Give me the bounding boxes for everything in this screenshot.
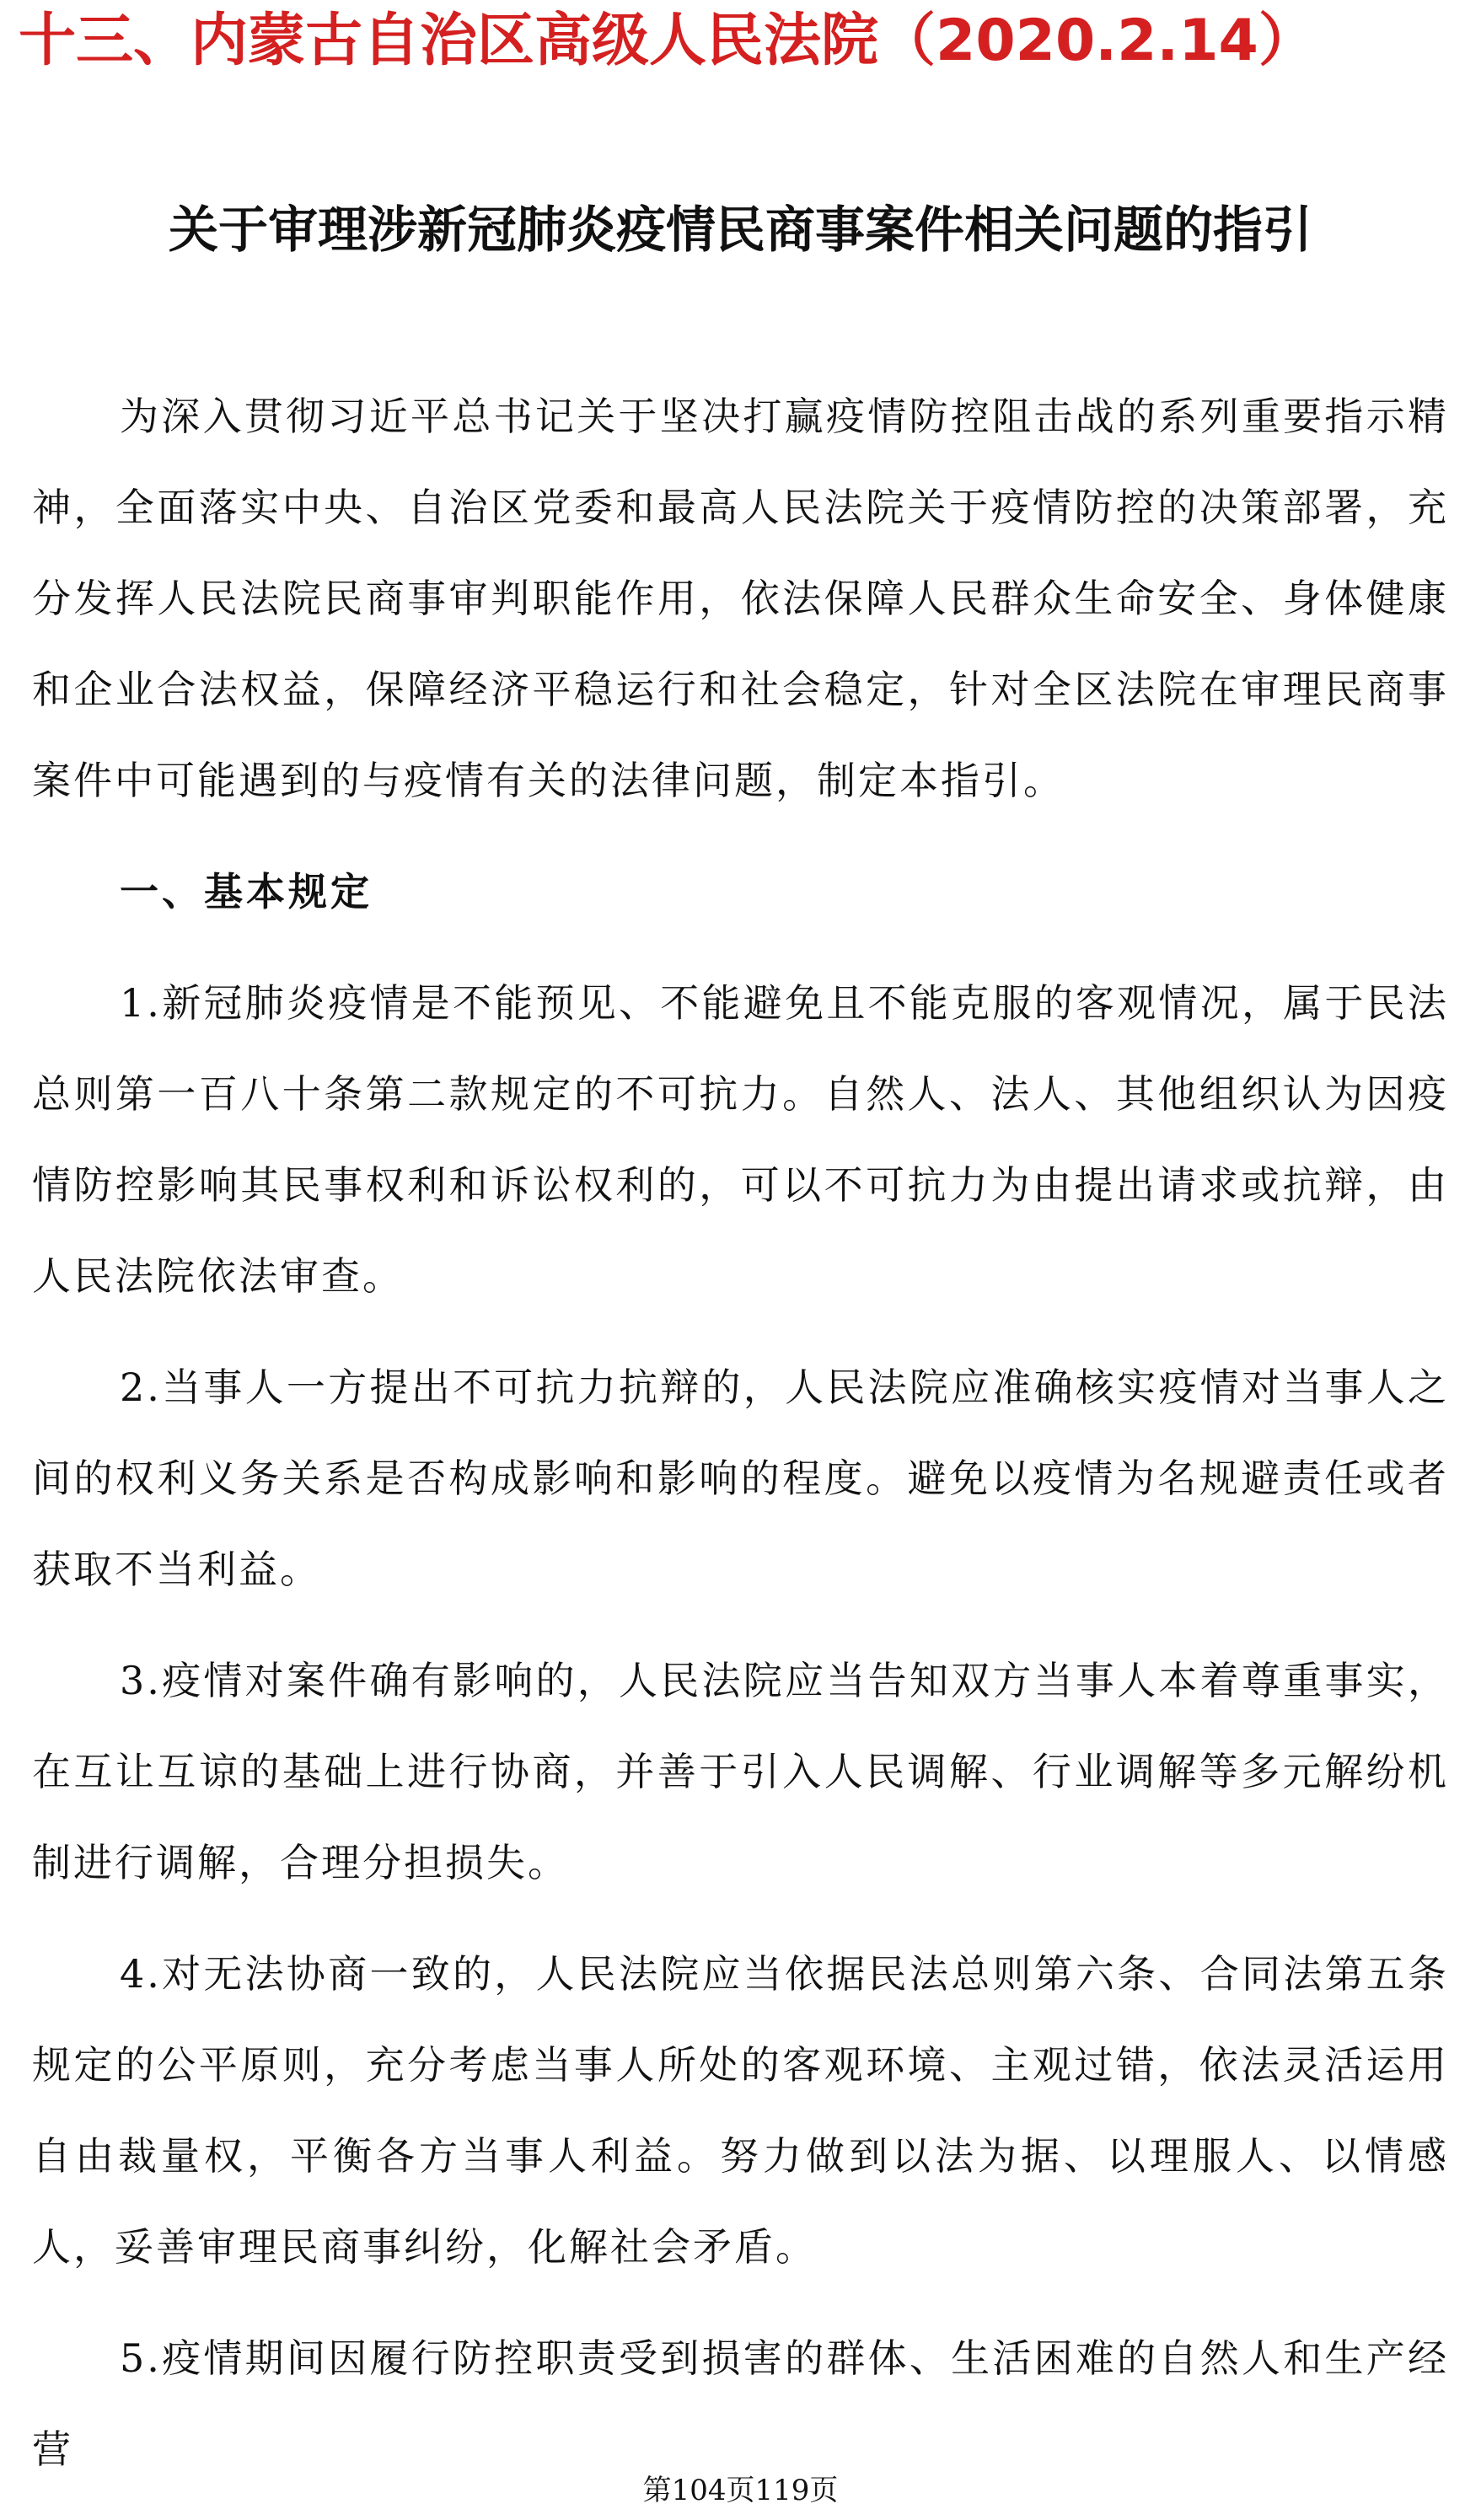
document-title: 关于审理涉新冠肺炎疫情民商事案件相关问题的指引 bbox=[168, 201, 1312, 259]
intro-paragraph: 为深入贯彻习近平总书记关于坚决打赢疫情防控阻击战的系列重要指示精神，全面落实中央、自治区党委和最高人民法院关于疫情防控的决策部署，充分发挥人民法院民商事审判职能作用，依法保障人民群众生命安全、身体健康和企业合法权益，保障经济平稳运行和社会稳定，针对全区法院在审理民商事案件中可能遇到的与疫情有关的法律问题，制定本指引。 bbox=[32, 394, 1449, 803]
clause-paragraph-1: 1.新冠肺炎疫情是不能预见、不能避免且不能克服的客观情况，属于民法总则第一百八十条第二款规定的不可抗力。自然人、法人、其他组织认为因疫情防控影响其民事权利和诉讼权利的，可以不可抗力为由提出请求或抗辩，由人民法院依法审查。 bbox=[32, 980, 1449, 1299]
document-body bbox=[0, 371, 1481, 2515]
page-footer: 第104页119页 bbox=[642, 2474, 839, 2507]
clause-paragraph-2: 2.当事人一方提出不可抗力抗辩的，人民法院应准确核实疫情对当事人之间的权利义务关系是否构成影响和影响的程度。避免以疫情为名规避责任或者获取不当利益。 bbox=[32, 1365, 1449, 1592]
clause-paragraph-3: 3.疫情对案件确有影响的，人民法院应当告知双方当事人本着尊重事实，在互让互谅的基础上进行协商，并善于引入人民调解、行业调解等多元解纷机制进行调解，合理分担损失。 bbox=[32, 1658, 1449, 1885]
clause-paragraph-5: 5.疫情期间因履行防控职责受到损害的群体、生活困难的自然人和生产经营 bbox=[32, 2335, 1449, 2472]
clause-paragraph-4: 4.对无法协商一致的，人民法院应当依据民法总则第六条、合同法第五条规定的公平原则，充分考虑当事人所处的客观环境、主观过错，依法灵活运用自由裁量权，平衡各方当事人利益。努力做到以法为据、以理服人、以情感人，妥善审理民商事纠纷，化解社会矛盾。 bbox=[32, 1951, 1449, 2270]
section-heading: 十三、内蒙古自治区高级人民法院（2020.2.14） bbox=[19, 8, 1316, 74]
subheading-basic-provisions: 一、基本规定 bbox=[120, 869, 373, 914]
